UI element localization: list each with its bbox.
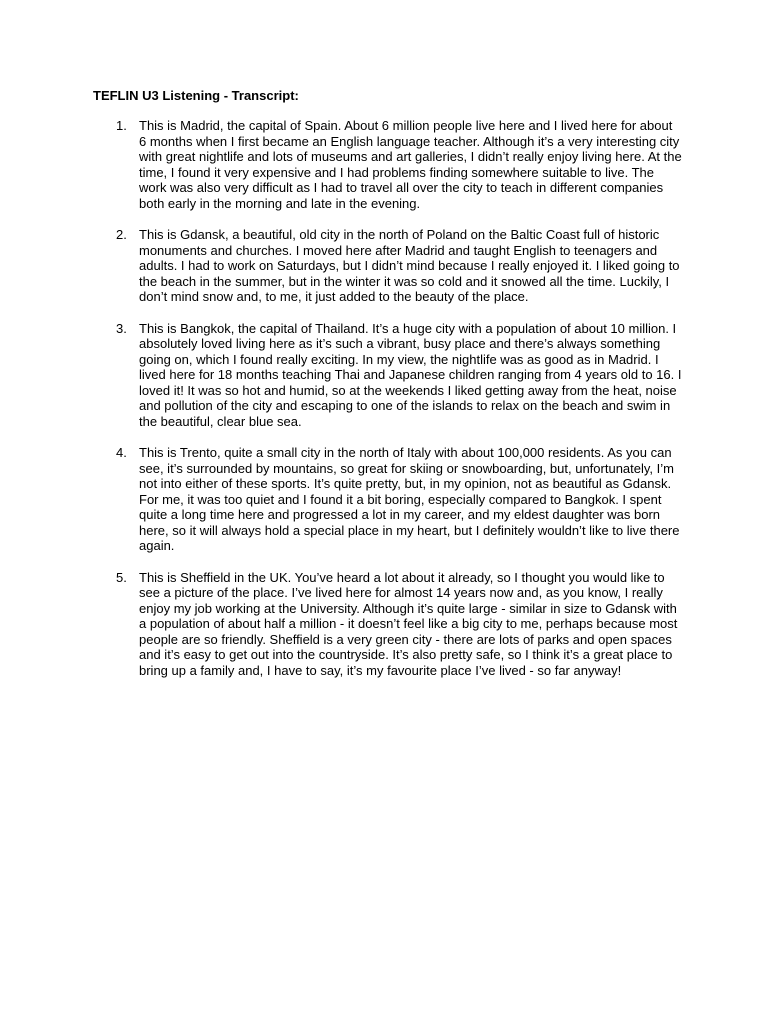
item-number: 4. — [116, 445, 127, 460]
item-text: This is Madrid, the capital of Spain. About 6 million people live here and I lived here for about 6 months when I first became an English language teacher. Although it’s a very interesting city with great nightlife and lots of museums and art galleries, I didn’t really enjoy living here. At the time, I found it very expensive and I had problems finding somewhere suitable to live. The work was also very difficult as I had to travel all over the city to teach in different companies both early in the morning and late in the evening. — [139, 118, 682, 211]
item-text: This is Trento, quite a small city in the north of Italy with about 100,000 residents. As you can see, it’s surrounded by mountains, so great for skiing or snowboarding, but, unfortunately, I’m not into either of these sports. It’s quite pretty, but, in my opinion, not as beautiful as Gdansk. For me, it was too quiet and I found it a bit boring, especially compared to Bangkok. I spent quite a long time here and progressed a lot in my career, and my eldest daughter was born here, so it will always hold a special place in my heart, but I definitely wouldn’t like to live there again. — [139, 445, 680, 553]
item-number: 1. — [116, 118, 127, 133]
item-number: 2. — [116, 227, 127, 242]
item-number: 5. — [116, 569, 127, 585]
item-number: 3. — [116, 320, 127, 336]
transcript-item-sheffield — [93, 570, 683, 679]
transcript-item-bangkok — [93, 321, 683, 430]
transcript-list — [93, 118, 683, 694]
item-text: This is Bangkok, the capital of Thailand. It’s a huge city with a population of about 10 million. I absolutely loved living here as it’s such a vibrant, busy place and there’s always something going on, which I found really exciting. In my view, the nightlife was as good as in Madrid. I lived here for 18 months teaching Thai and Japanese children ranging from 4 years old to 16. I loved it! It was so hot and humid, so at the weekends I liked getting away from the heat, noise and pollution of the city and escaping to one of the islands to relax on the beach and swim in the beautiful, clear blue sea. — [139, 320, 682, 429]
transcript-item-madrid — [93, 118, 683, 211]
item-text: This is Sheffield in the UK. You’ve heard a lot about it already, so I thought you would like to see a picture of the place. I’ve lived here for almost 14 years now and, as you know, I really enjoy my job working at the University. Although it’s quite large - similar in size to Gdansk with a population of about half a million - it doesn’t feel like a big city to me, perhaps because most people are so friendly. Sheffield is a very green city - there are lots of parks and open spaces and it’s easy to get out into the countryside. It’s also pretty safe, so I think it’s a great place to bring up a family and, I have to say, it’s my favourite place I’ve lived - so far anyway! — [139, 569, 678, 678]
transcript-item-gdansk — [93, 227, 683, 305]
item-text: This is Gdansk, a beautiful, old city in the north of Poland on the Baltic Coast full of historic monuments and churches. I moved here after Madrid and taught English to teenagers and adults. I had to work on Saturdays, but I didn’t mind because I really enjoyed it. I liked going to the beach in the summer, but in the winter it was so cold and it snowed all the time. Luckily, I don’t mind snow and, to me, it just added to the beauty of the place. — [139, 227, 680, 304]
document-title: TEFLIN U3 Listening - Transcript: — [93, 88, 299, 103]
transcript-item-trento — [93, 445, 683, 554]
